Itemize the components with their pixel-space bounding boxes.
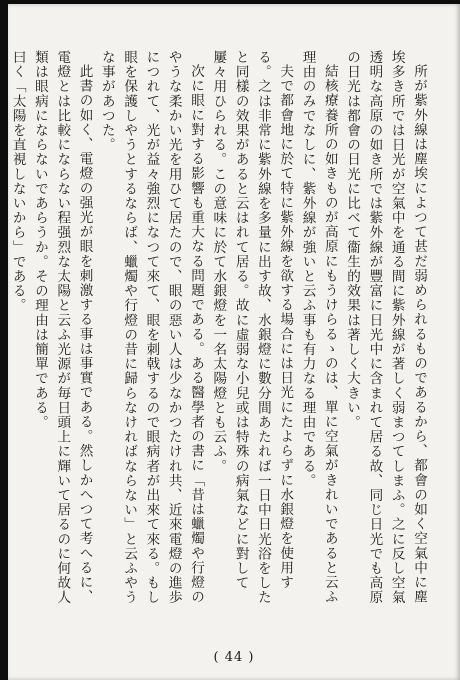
page-number-close-paren: ) bbox=[248, 650, 255, 665]
page-number-open-paren: ( bbox=[213, 650, 220, 665]
paragraph-3: 夫で都會地に於て特に紫外線を欲する場合には日光にたよらずに水銀燈を使用する。之は非常に紫外線を多量に出す故、水銀燈に數分間あたれば一日中日光浴をしたと同樣の效果があると云はれて居る。故に虛弱な小兒或は特殊の病氣などに對して屢々用ひられる。この意味に於て水銀燈を一名太陽燈とも云ふ。 bbox=[210, 50, 294, 605]
page-number-value: 44 bbox=[224, 650, 244, 665]
paragraph-2: 結核療養所の如きものが高原にもうけらるゝのは、單に空氣がきれいであると云ふ理由のみでなしに、紫外線が強いと云ふ事も有力なる理由である。 bbox=[299, 50, 338, 604]
paragraph-1: 所が紫外線は塵埃によつて甚だ弱められるものであるから、都會の如く空氣中に塵埃多き所では日光が空氣中を通る間に紫外線が著しく弱まつてしまふ。之に反し空氣透明な高原の如き所では紫外線が豐富に日光中に含まれて居る故、同じ日光でも高原の日光は都會の日光に比べて衞生的效果は著しく大きい。 bbox=[344, 50, 427, 605]
paragraph-6: 曰く「太陽を直視しないから」である。 bbox=[9, 50, 26, 313]
page-number bbox=[8, 650, 460, 665]
paragraph-4: 次に眼に對する影響も重大なる問題である。ある醫學者の書に「昔は蠟燭や行燈のやうな柔かい光を用ひて居たので、眼の惡い人は少なかつたけれ共、近來電燈の進歩につれて、光が益々強烈になつて來て、眼を刺戟するので眼病者が出來て來る。もし眼を保護しやうとするならば、蠟燭や行燈の昔に歸らなければならない」と云ふやうな事があつた。 bbox=[98, 50, 205, 605]
paragraph-5: 此書の如く、電燈の强光が眼を刺激する事は事實である。然しかへつて考へるに、電燈とは比較にならない程强烈な太陽と云ふ光源が毎日頭上に輝いて居るのに何故人類は眼病にならないであらうか。その理由は簡單である。 bbox=[31, 50, 93, 605]
book-page bbox=[8, 4, 460, 680]
vertical-text-body bbox=[6, 50, 430, 605]
